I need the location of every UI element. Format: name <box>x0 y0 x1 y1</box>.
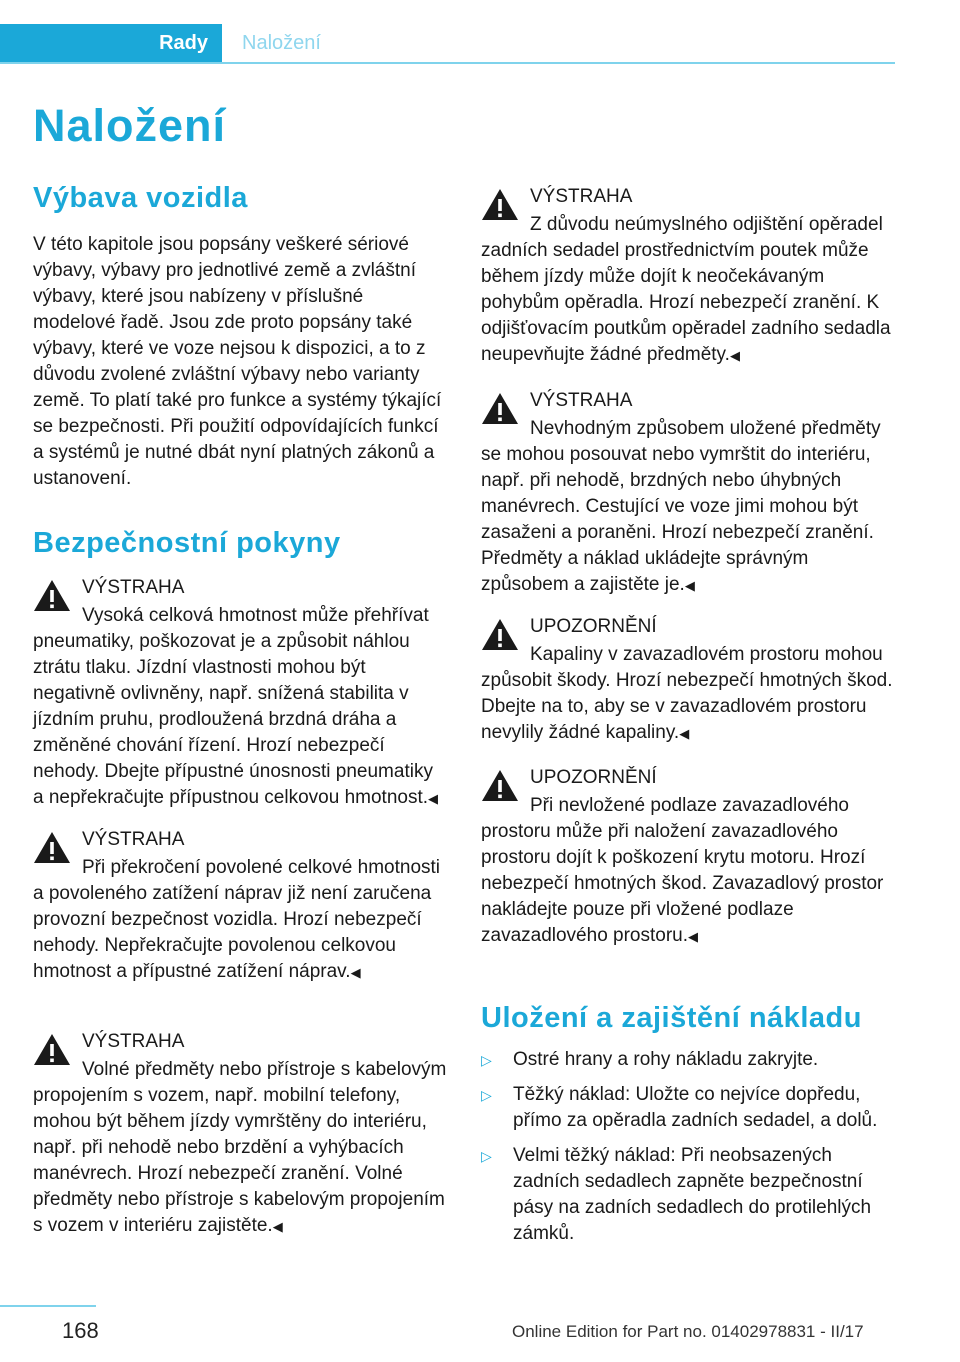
heading-safety: Bezpečnostní pokyny <box>33 527 341 559</box>
caution-label: UPOZORNĚNÍ <box>530 616 657 637</box>
end-of-section-triangle-icon: ◀ <box>684 578 695 593</box>
warning-triangle-icon <box>481 188 519 221</box>
warning-label: VÝSTRAHA <box>82 1031 185 1052</box>
equipment-text: V této kapitole jsou popsány veškeré sériové výbavy, výbavy pro jednotlivé země a zvláštní výbavy, které jsou nabízeny v příslušné modelové řadě. Jsou zde proto popsány také výbavy, které ve voze nejsou k dispozici, a to z důvodu zvolené zvláštní výbavy nebo varianty země. To platí také pro funkce a systémy týkající se bezpečnosti. Při použití odpovídajících funkcí a systémů je nutné dbát nyní platných zákonů a ustanovení. <box>33 234 442 489</box>
warning-triangle-icon <box>481 769 519 802</box>
section-tab[interactable]: Rady <box>0 24 222 62</box>
end-of-section-triangle-icon: ◀ <box>729 348 740 363</box>
warning-label: VÝSTRAHA <box>530 186 633 207</box>
list-item: ▷ Velmi těžký náklad: Při neobsazených zadních sedadlech zapněte bezpečnostní pásy na zadních sedadlech do protilehlých zámků. <box>481 1145 872 1244</box>
warning-triangle-icon <box>33 831 71 864</box>
edition-note: Online Edition for Part no. 01402978831 - II/17 <box>512 1322 864 1341</box>
warning-block <box>481 184 895 369</box>
page-title: Naložení <box>33 100 227 151</box>
warning-text: Z důvodu neúmyslného odjištění opěradel zadních sedadel prostřednictvím poutek může během jízdy může dojít k neočekávaným pohybům opěradla. Hrozí nebezpečí zranění. K odjišťovacím poutkům opěradel zadního sedadla neupevňujte žádné předměty. <box>481 214 891 365</box>
warning-triangle-icon <box>481 618 519 651</box>
heading-cargo: Uložení a zajištění nákladu <box>481 1002 862 1034</box>
warning-triangle-icon <box>33 579 71 612</box>
cargo-bullet-list <box>481 1047 895 1256</box>
end-of-section-triangle-icon: ◀ <box>679 726 690 741</box>
caution-text: Při nevložené podlaze zavazadlového prostoru může při naložení zavazadlového prostoru dojít k poškození krytu motoru. Hrozí nebezpečí hmotných škod. Zavazadlový prostor nakládejte pouze při vložené podlaze zavazadlového prostoru. <box>481 795 884 946</box>
warning-text: Volné předměty nebo přístroje s kabelovým propojením s vozem, např. mobilní telefony, mohou být během jízdy vymrštěny do interiéru, např. při nehodě nebo brzdění a vyhýbacích manévrech. Hrozí nebezpečí zranění. Volné předměty nebo přístroje s kabelovým propojením s vozem v interiéru zajistěte. <box>33 1059 447 1236</box>
caution-block <box>481 614 895 747</box>
list-item: ▷ Ostré hrany a rohy nákladu zakryjte. <box>481 1047 895 1073</box>
end-of-section-triangle-icon: ◀ <box>350 965 361 980</box>
footer-rule <box>0 1305 96 1307</box>
warning-text: Nevhodným způsobem uložené předměty se mohou posouvat nebo vymrštit do interiéru, např. při nehodě, brzdných nebo úhybných manévrech. Cestující ve voze jimi mohou být zasaženi a poraněni. Hrozí nebezpečí zranění. Předměty a náklad ukládejte správným způsobem a zajistěte je. <box>481 418 881 595</box>
warning-label: VÝSTRAHA <box>530 390 633 411</box>
subsection-tab[interactable]: Naložení <box>242 31 321 54</box>
warning-block <box>33 827 447 986</box>
bullet-arrow-icon: ▷ <box>481 1087 492 1103</box>
warning-label: VÝSTRAHA <box>82 577 185 598</box>
end-of-section-triangle-icon: ◀ <box>272 1219 283 1234</box>
caution-block <box>481 765 895 950</box>
warning-block <box>33 575 447 812</box>
heading-equipment: Výbava vozidla <box>33 182 248 214</box>
warning-text: Vysoká celková hmotnost může přehřívat pneumatiky, poškozovat je a způsobit náhlou ztrátu tlaku. Jízdní vlastnosti mohou být negativně ovlivněny, např. snížená stabilita v jízdním pruhu, prodloužená brzdná dráha a změněné chování řízení. Hrozí nebezpečí nehody. Dbejte přípustné únosnosti pneumatiky a nepřekračujte přípustnou celkovou hmotnost. <box>33 605 433 808</box>
bullet-arrow-icon: ▷ <box>481 1052 492 1068</box>
end-of-section-triangle-icon: ◀ <box>688 929 699 944</box>
caution-label: UPOZORNĚNÍ <box>530 767 657 788</box>
page-number: 168 <box>62 1318 99 1343</box>
warning-triangle-icon <box>481 392 519 425</box>
warning-label: VÝSTRAHA <box>82 829 185 850</box>
caution-text: Kapaliny v zavazadlovém prostoru mohou způsobit škody. Hrozí nebezpečí hmotných škod. Dbejte na to, aby se v zavazadlovém prostoru nevylily žádné kapaliny. <box>481 644 893 743</box>
warning-block <box>481 388 895 599</box>
list-item: ▷ Těžký náklad: Uložte co nejvíce dopředu, přímo za opěradla zadních sedadel, a dolů. <box>481 1084 878 1131</box>
end-of-section-triangle-icon: ◀ <box>428 791 439 806</box>
warning-text: Při překročení povolené celkové hmotnosti a povoleného zatížení náprav již není zaručena provozní bezpečnost vozidla. Hrozí nebezpečí nehody. Nepřekračujte povolenou celkovou hmotnost a přípustné zatížení náprav. <box>33 857 441 982</box>
warning-block <box>33 1029 447 1240</box>
bullet-arrow-icon: ▷ <box>481 1148 492 1164</box>
warning-triangle-icon <box>33 1033 71 1066</box>
